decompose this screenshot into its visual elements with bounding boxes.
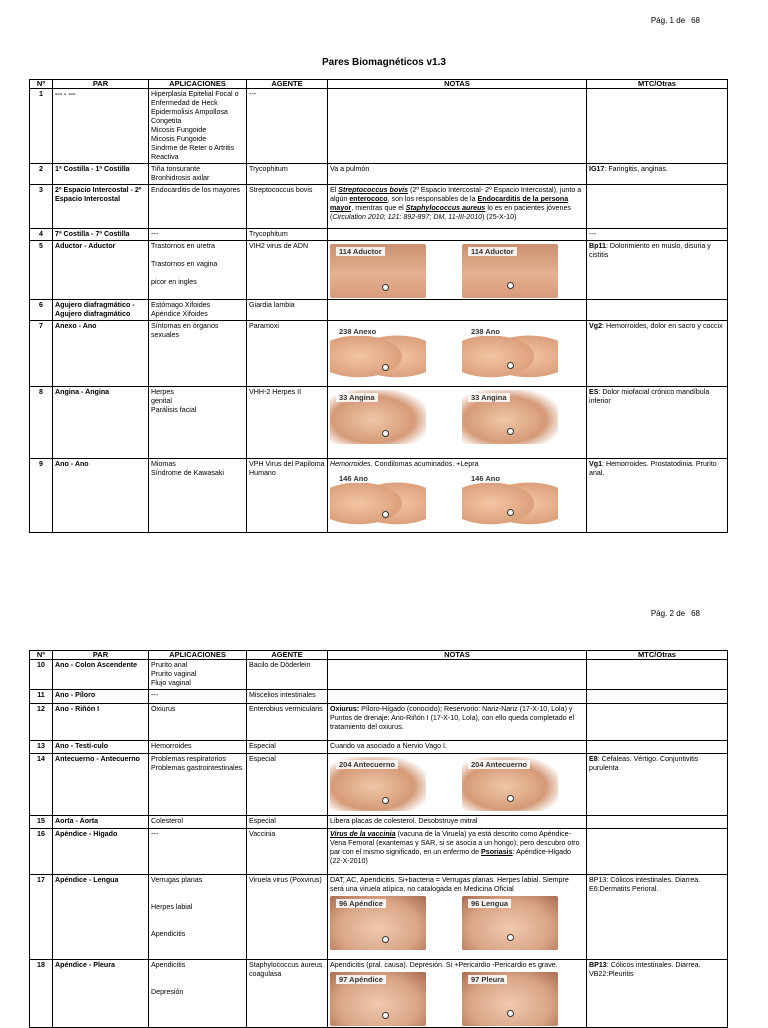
note-text: Apendicitis (pral. causa). Depresión. Si +Pericardio -Pericardio es grave. [330,961,558,969]
row-agente: Bacilo de Döderlein [247,660,328,690]
mtc-point: ES [589,388,599,396]
note-text: (vacuna de la Viruela) ya está descrito como Apéndice-Vena Femoral (exantemas y SAR, si se asocia a un hongo), pero descubro otro par con el mismo significado, en un enfermo de [330,830,580,856]
anatomy-image [462,390,558,444]
row-notas [328,300,587,321]
row-par: Angina - Angina [53,387,149,459]
row-aplicaciones: Estómago Xifoides Apéndice Xifoides [149,300,247,321]
note-text: Oxiurus: [330,705,360,713]
mtc-text: : Dolorimiento en muslo, disuria y cistitis [589,242,711,259]
header-num: Nº [30,651,53,660]
mtc-point: IG17 [589,165,605,173]
pares-table [29,650,728,1028]
row-number: 16 [30,829,53,875]
mtc-text: : Faringitis, anginas. [604,165,668,173]
table-row [30,89,728,164]
row-par: 1ª Costilla - 1ª Costilla [53,164,149,185]
table-header [30,651,728,660]
anatomy-image [330,972,426,1026]
note-text: Virus de la vaccinia [330,830,396,838]
row-mtc [587,875,728,960]
image-caption: 146 Ano [336,474,371,483]
note-text: Va a pulmón [330,165,370,173]
row-number: 11 [30,690,53,704]
row-par: Anexo - Ano [53,321,149,387]
row-number: 12 [30,704,53,741]
anatomy-image [462,471,558,525]
row-notas [328,459,587,533]
row-notas [328,660,587,690]
row-agente: Paramoxi [247,321,328,387]
image-caption: 238 Ano [468,327,503,336]
point-marker [507,509,514,516]
row-aplicaciones: Trastornos en uretra Trastornos en vagina picor en ingles [149,241,247,300]
table-row [30,459,728,533]
row-aplicaciones: Problemas respiratorios Problemas gastrointestinales [149,754,247,816]
point-marker [382,430,389,437]
image-caption: 96 Apéndice [336,899,386,908]
image-caption: 238 Anexo [336,327,379,336]
row-aplicaciones: Hemorroides [149,741,247,754]
row-agente: Enterobius vermicularis [247,704,328,741]
row-number: 8 [30,387,53,459]
note-text: Cuando va asociado a Nervio Vago I. [330,742,447,750]
mtc-text: : Hemorroides. Prostatodinia. Prurito anal. [589,460,717,477]
row-agente: VPH Virus del Papiloma Humano [247,459,328,533]
table-row [30,829,728,875]
row-par: Ano - Riñón I [53,704,149,741]
row-number: 5 [30,241,53,300]
row-aplicaciones: Miomas Síndrome de Kawasaki [149,459,247,533]
row-number: 1 [30,89,53,164]
note-text: ) (25-X-10) [482,213,517,221]
anatomy-images [330,972,584,1026]
row-agente: Viruela virus (Poxvirus) [247,875,328,960]
point-marker [382,1012,389,1019]
note-text: Hemorroides [330,460,371,468]
page-number: Pág. 2 de 68 [650,609,700,618]
row-par: Aorta - Aorta [53,816,149,829]
row-number: 9 [30,459,53,533]
mtc-text: : Cólicos intestinales. Diarrea. VB22:Pleuritis [589,961,701,978]
table-row [30,229,728,241]
row-aplicaciones: Endocarditis de los mayores [149,185,247,229]
image-caption: 97 Apéndice [336,975,386,984]
row-par: --- - --- [53,89,149,164]
header-notas: NOTAS [328,651,587,660]
row-aplicaciones: --- [149,229,247,241]
row-mtc [587,89,728,164]
table-header [30,80,728,89]
anatomy-image [330,244,426,298]
note-text: Streptococcus bovis [338,186,409,194]
image-caption: 204 Antecuerno [468,760,530,769]
row-mtc [587,704,728,741]
row-agente: Especial [247,754,328,816]
row-par: Antecuerno - Antecuerno [53,754,149,816]
point-marker [507,795,514,802]
row-notas [328,185,587,229]
row-par: Ano - Colon Ascendente [53,660,149,690]
anatomy-images [330,757,584,811]
image-caption: 97 Pleura [468,975,507,984]
row-mtc [587,816,728,829]
table-row [30,960,728,1028]
anatomy-image [330,757,426,811]
row-notas [328,690,587,704]
point-marker [382,364,389,371]
anatomy-image [330,471,426,525]
mtc-point: BP13 [589,961,607,969]
row-notas [328,829,587,875]
point-marker [507,934,514,941]
row-agente: Especial [247,741,328,754]
row-agente: Streptococcus bovis [247,185,328,229]
row-number: 17 [30,875,53,960]
image-caption: 96 Lengua [468,899,511,908]
image-caption: 146 Ano [468,474,503,483]
row-aplicaciones: Prurito anal Prurito vaginal Flujo vaginal [149,660,247,690]
anatomy-images [330,324,584,378]
anatomy-image [462,896,558,950]
row-agente: Trycophitum [247,229,328,241]
row-aplicaciones: Hiperplasia Epitelial Focal o Enfermedad de Heck Epidermolisis Ampollosa Congetita Micosis Fungoide Micosis Fungoide Sindrme de Reter o Artritis Reactiva [149,89,247,164]
row-mtc [587,387,728,459]
row-aplicaciones: Verrugas planas Herpes labial Apendicitis [149,875,247,960]
point-marker [507,362,514,369]
table-row [30,875,728,960]
row-number: 18 [30,960,53,1028]
point-marker [507,428,514,435]
note-text: Circulation 2010; 121: 892-897; DM, 11-III-2010 [332,213,483,221]
row-mtc [587,321,728,387]
note-text: enterococo [349,195,388,203]
row-number: 3 [30,185,53,229]
pares-table [29,79,728,533]
note-text: , mientras que el [351,204,406,212]
row-notas [328,164,587,185]
row-mtc [587,754,728,816]
row-mtc [587,741,728,754]
image-caption: 204 Antecuerno [336,760,398,769]
row-notas [328,875,587,960]
document-title: Pares Biomagnéticos v1.3 [322,57,446,68]
anatomy-images [330,244,584,298]
row-number: 4 [30,229,53,241]
row-agente: Vaccinia [247,829,328,875]
header-par: PAR [53,80,149,89]
note-text: Endocarditis de la persona mayor [330,195,569,212]
row-number: 15 [30,816,53,829]
row-par: Apéndice - Hígado [53,829,149,875]
row-aplicaciones: Síntomas en órganos sexuales [149,321,247,387]
row-par: Ano - Píloro [53,690,149,704]
note-text: (2º Espacio Intercostal- 2º Espacio Intercostal), junto a algún [330,186,582,203]
row-agente: VHH-2 Herpes II [247,387,328,459]
header-mtc: MTC/Otras [587,80,728,89]
point-marker [382,797,389,804]
anatomy-image [462,757,558,811]
header-aplicaciones: APLICACIONES [149,80,247,89]
image-caption: 114 Aductor [468,247,517,256]
row-notas [328,321,587,387]
note-text: El [330,186,339,194]
point-marker [382,511,389,518]
mtc-text: : Dolor miofacial crónico mandíbula inferior [589,388,710,405]
header-agente: AGENTE [247,80,328,89]
anatomy-image [330,896,426,950]
row-agente: --- [247,89,328,164]
row-mtc [587,241,728,300]
row-number: 6 [30,300,53,321]
note-text: , son los responsables de la [387,195,478,203]
header-num: Nº [30,80,53,89]
header-aplicaciones: APLICACIONES [149,651,247,660]
row-agente: Miscelios intestinales [247,690,328,704]
mtc-point: E8 [589,755,598,763]
table-row [30,660,728,690]
table-row [30,387,728,459]
row-mtc [587,229,728,241]
row-notas [328,241,587,300]
row-par: 7ª Costilla - 7ª Costilla [53,229,149,241]
mtc-text: : Cefaleas. Vértigo. Conjuntivitis purulenta [589,755,699,772]
row-par: Ano - Testí-culo [53,741,149,754]
row-notas [328,704,587,741]
row-par: Apéndice - Lengua [53,875,149,960]
mtc-text: BP13: Cólicos intestinales. Diarrea. E6:Dermatits Perioral. [589,876,701,893]
row-aplicaciones: --- [149,690,247,704]
row-agente: VIH2 virus de ADN [247,241,328,300]
row-par: Ano - Ano [53,459,149,533]
row-par: Agujero diafragmático - Agujero diafragmático [53,300,149,321]
row-par: Aductor - Aductor [53,241,149,300]
row-aplicaciones: Apendicitis Depresión [149,960,247,1028]
table-row [30,816,728,829]
note-text: DAT, AC, Apendicitis. Si+bacteria = Verrugas planas. Herpes labial. Siempre será una viruela atípica, no catalogada en Medicina Oficial [330,876,569,893]
row-notas [328,816,587,829]
anatomy-images [330,390,584,444]
row-mtc [587,300,728,321]
mtc-text: : Hemorroides, dolor en sacro y coccix [602,322,723,330]
anatomy-image [462,244,558,298]
row-mtc [587,690,728,704]
note-text: Psoriasis [481,848,513,856]
row-agente: Trycophitum [247,164,328,185]
table-row [30,164,728,185]
row-agente: Giardia lambia [247,300,328,321]
anatomy-image [330,324,426,378]
note-text: lo es en pacientes jóvenes ( [330,204,571,221]
page-number: Pág. 1 de 68 [650,16,700,25]
note-text: . Condilomas acuminados. +Lepra [370,460,479,468]
row-agente: Especial [247,816,328,829]
row-mtc [587,829,728,875]
point-marker [382,284,389,291]
image-caption: 33 Angina [468,393,510,402]
row-number: 13 [30,741,53,754]
row-aplicaciones: --- [149,829,247,875]
row-aplicaciones: Tiña tonsurante Bronhidrosis axilar [149,164,247,185]
mtc-point: Vg2 [589,322,603,330]
note-text: Libera placas de colesterol. Desobstruye mitral [330,817,478,825]
table-row [30,185,728,229]
row-notas [328,229,587,241]
table-row [30,300,728,321]
row-aplicaciones: Colesterol [149,816,247,829]
row-number: 14 [30,754,53,816]
row-mtc [587,185,728,229]
row-par: 2º Espacio Intercostal - 2º Espacio Intercostal [53,185,149,229]
anatomy-images [330,471,584,525]
row-aplicaciones: Oxiurus [149,704,247,741]
mtc-text: --- [589,230,597,238]
header-mtc: MTC/Otras [587,651,728,660]
header-par: PAR [53,651,149,660]
row-number: 10 [30,660,53,690]
row-notas [328,387,587,459]
row-notas [328,741,587,754]
row-notas [328,89,587,164]
row-number: 2 [30,164,53,185]
anatomy-image [330,390,426,444]
row-aplicaciones: Herpes genital Parálisis facial [149,387,247,459]
table-row [30,321,728,387]
row-notas [328,754,587,816]
anatomy-image [462,972,558,1026]
anatomy-image [462,324,558,378]
row-notas [328,960,587,1028]
point-marker [507,1010,514,1017]
table-row [30,741,728,754]
mtc-point: Vg1 [589,460,603,468]
mtc-point: Bp11 [589,242,606,250]
note-text: : Apéndice-Hígado (22-X-2010) [330,848,571,865]
table-row [30,690,728,704]
table-row [30,754,728,816]
note-text: Píloro-Hígado (conocido); Reservorio: Nariz-Nariz (17-X-10, Lola) y Puntos de drenaje: Ano-Riñón I (17-X-10, Lola), con ello queda completado el tratamiento del oxiurus. [330,705,575,731]
row-par: Apéndice - Pleura [53,960,149,1028]
row-number: 7 [30,321,53,387]
row-agente: Staphylococcus aureus coagulasa [247,960,328,1028]
image-caption: 114 Aductor [336,247,385,256]
header-agente: AGENTE [247,651,328,660]
row-mtc [587,660,728,690]
point-marker [507,282,514,289]
image-caption: 33 Angina [336,393,378,402]
header-notas: NOTAS [328,80,587,89]
row-mtc [587,459,728,533]
table-row [30,241,728,300]
row-mtc [587,164,728,185]
row-mtc [587,960,728,1028]
point-marker [382,936,389,943]
table-row [30,704,728,741]
anatomy-images [330,896,584,950]
note-text: Staphylococcus aureus [405,204,486,212]
